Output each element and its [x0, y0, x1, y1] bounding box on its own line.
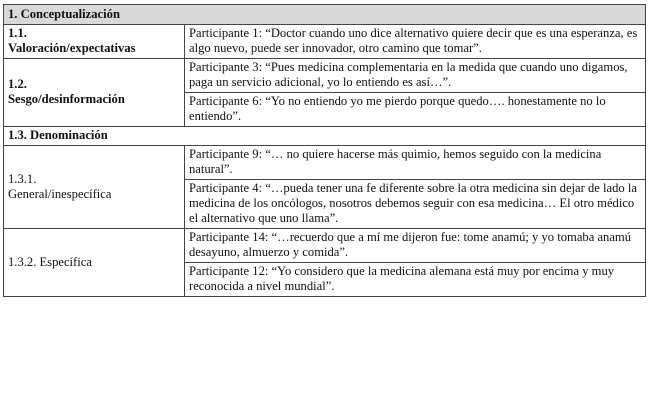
quote-cell: Participante 12: “Yo considero que la medicina alemana está muy por encima y muy reconocida a nivel mundial”. [185, 263, 646, 297]
quote-cell: Participante 3: “Pues medicina complementaria en la medida que cuando uno digamos, paga un servicio adicional, yo lo entiendo es así…”. [185, 59, 646, 93]
table-row [4, 146, 646, 180]
quote-cell: Participante 9: “… no quiere hacerse más quimio, hemos seguido con la medicina natural”. [185, 146, 646, 180]
category-number: 1.1. [8, 26, 27, 40]
table-header-row [4, 5, 646, 25]
category-cell [4, 146, 185, 229]
category-cell [4, 25, 185, 59]
quote-cell: Participante 14: “…recuerdo que a mí me dijeron fue: tome anamú; y yo tomaba anamú desayuno, almuerzo y comida”. [185, 229, 646, 263]
category-cell [4, 229, 185, 297]
table-row [4, 229, 646, 263]
section-heading: 1.3. Denominación [4, 127, 646, 146]
category-name: Sesgo/desinformación [8, 92, 125, 106]
section-row [4, 127, 646, 146]
category-name: General/inespecífica [8, 186, 112, 201]
table-row [4, 25, 646, 59]
table-header: 1. Conceptualización [4, 5, 646, 25]
quote-cell: Participante 1: “Doctor cuando uno dice alternativo quiere decir que es una esperanza, es algo nuevo, puede ser innovador, otro camino que tomar”. [185, 25, 646, 59]
category-name: Valoración/expectativas [8, 41, 136, 55]
quote-cell: Participante 4: “…pueda tener una fe diferente sobre la otra medicina sin dejar de lado la medicina de los oncólogos, nosotros debemos seguir con esa medicina… El otro médico el alternativo que uno llama”. [185, 180, 646, 229]
category-number: 1.3.1. [8, 171, 37, 186]
quote-cell: Participante 6: “Yo no entiendo yo me pierdo porque quedo…. honestamente no lo entiendo”. [185, 93, 646, 127]
category-number: 1.2. [8, 77, 27, 91]
category-cell [4, 59, 185, 127]
category-label: 1.3.2. Específica [8, 254, 92, 269]
table-row [4, 59, 646, 93]
conceptualization-table [3, 4, 646, 297]
